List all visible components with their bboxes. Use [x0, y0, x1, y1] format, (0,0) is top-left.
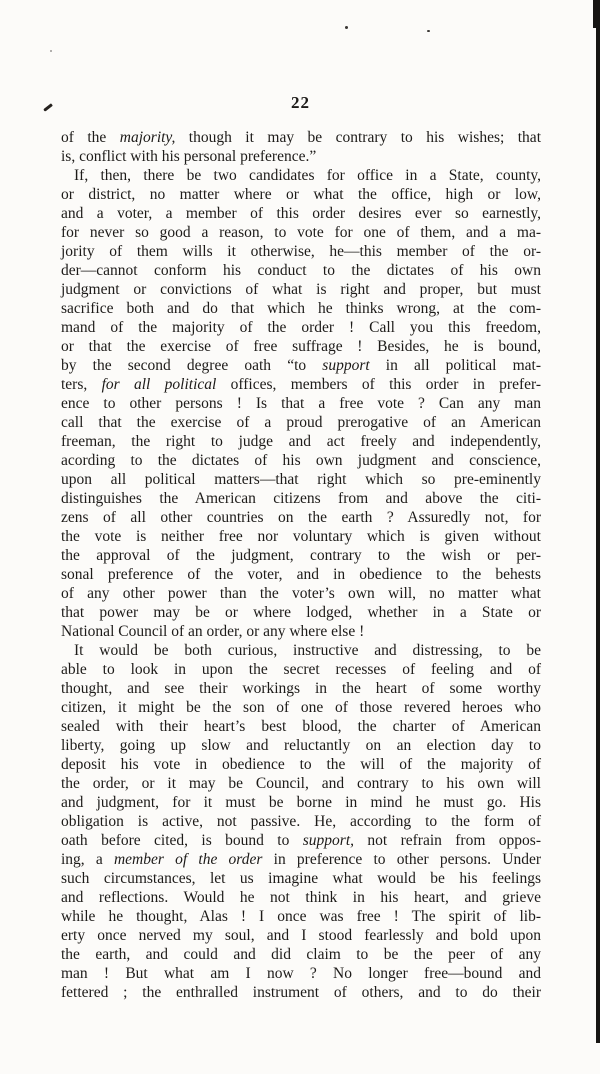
text-line: ence to other persons ! Is that a free vote ? Can any man: [61, 395, 541, 412]
text-line: and a voter, a member of this order desires ever so earnestly,: [61, 205, 541, 222]
text-line: sacrifice both and do that which he thinks wrong, at the com-: [61, 300, 541, 317]
text-line: that power may be or where lodged, whether in a State or: [61, 604, 541, 621]
text-line: or district, no matter where or what the office, high or low,: [61, 186, 541, 203]
text-line: the earth, and could and did claim to be the peer of any: [61, 946, 541, 963]
text-line: National Council of an order, or any where else !: [61, 623, 365, 640]
scan-speck: [427, 30, 430, 32]
text-line: acording to the dictates of his own judgment and conscience,: [61, 452, 541, 469]
text-line: upon all political matters—that right which so pre-eminently: [61, 471, 541, 488]
text-line: thought, and see their workings in the heart of some worthy: [61, 680, 541, 697]
pen-mark-artifact: [43, 103, 53, 112]
scan-speck: [50, 50, 52, 52]
text-line: mand of the majority of the order ! Call you this freedom,: [61, 319, 541, 336]
text-line: citizen, it might be the son of one of those revered heroes who: [61, 699, 541, 716]
text-line: the vote is neither free nor voluntary which is given without: [61, 528, 541, 545]
text-line: man ! But what am I now ? No longer free—bound and: [61, 965, 541, 982]
text-line: erty once nerved my soul, and I stood fearlessly and bold upon: [61, 927, 541, 944]
text-line: and judgment, for it must be borne in mind he must go. His: [61, 794, 541, 811]
text-line: ing, a member of the order in preference to other persons. Under: [61, 851, 542, 868]
text-line: liberty, going up slow and reluctantly on an election day to: [61, 737, 541, 754]
text-line: by the second degree oath “to support in all political mat-: [61, 357, 541, 374]
text-line: sealed with their heart’s best blood, the charter of American: [61, 718, 541, 735]
text-line: It would be both curious, instructive and distressing, to be: [74, 642, 541, 659]
text-line: der—cannot conform his conduct to the dictates of his own: [61, 262, 541, 279]
text-line: judgment or convictions of what is right and proper, but must: [61, 281, 541, 298]
text-line: zens of all other countries on the earth ? Assuredly not, for: [61, 509, 541, 526]
text-line: call that the exercise of a proud prerogative of an American: [61, 414, 541, 431]
scan-speck: [345, 26, 348, 29]
text-line: is, conflict with his personal preference.”: [61, 148, 317, 165]
text-line: jority of them wills it otherwise, he—this member of the or-: [61, 243, 541, 260]
text-line: and reflections. Would he not think in his heart, and grieve: [61, 889, 541, 906]
text-line: the order, or it may be Council, and contrary to his own will: [61, 775, 541, 792]
text-line: of any other power than the voter’s own will, no matter what: [61, 585, 541, 602]
text-line: freeman, the right to judge and act freely and independently,: [61, 433, 541, 450]
text-line: such circumstances, let us imagine what would be his feelings: [61, 870, 541, 887]
text-line: while he thought, Alas ! I once was free ! The spirit of lib-: [61, 908, 541, 925]
text-line: for never so good a reason, to vote for one of them, and a ma-: [61, 224, 541, 241]
text-line: able to look in upon the secret recesses of feeling and of: [61, 661, 541, 678]
text-line: or that the exercise of free suffrage ! Besides, he is bound,: [61, 338, 541, 355]
text-line: obligation is active, not passive. He, according to the form of: [61, 813, 541, 830]
text-line: oath before cited, is bound to support, not refrain from oppos-: [61, 832, 541, 849]
text-line: deposit his vote in obedience to the will of the majority of: [61, 756, 541, 773]
text-line: sonal preference of the voter, and in obedience to the behests: [61, 566, 541, 583]
text-line: the approval of the judgment, contrary to the wish or per-: [61, 547, 541, 564]
text-line: ters, for all political offices, members of this order in prefer-: [61, 376, 541, 393]
text-block: [61, 128, 541, 1002]
text-line: of the majority, though it may be contrary to his wishes; that: [61, 129, 541, 146]
text-line: fettered ; the enthralled instrument of others, and to do their: [61, 984, 541, 1001]
text-line: distinguishes the American citizens from and above the citi-: [61, 490, 541, 507]
scan-edge-artifact: [596, 8, 600, 1043]
text-line: If, then, there be two candidates for office in a State, county,: [74, 167, 541, 184]
page-number: 22: [291, 93, 310, 112]
